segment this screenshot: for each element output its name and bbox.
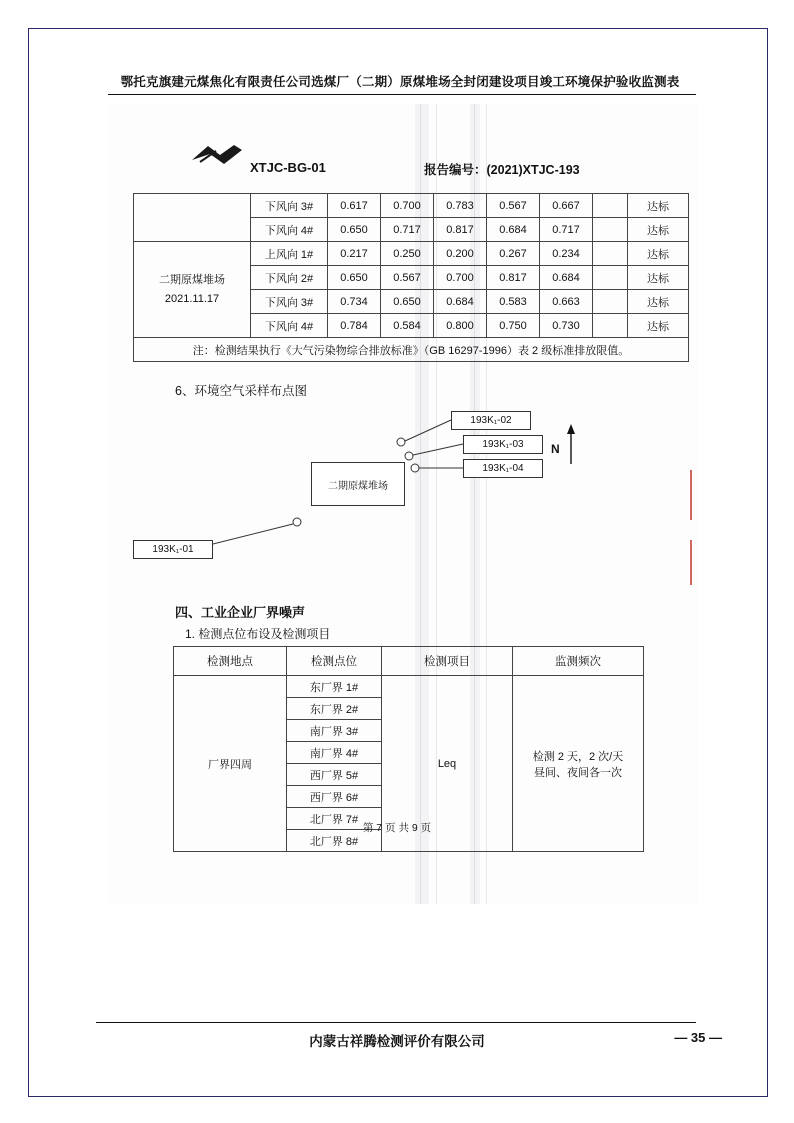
header-location: 检测地点	[174, 647, 287, 676]
cell-value: 0.684	[487, 218, 540, 242]
footer-company-name: 内蒙古祥腾检测评价有限公司	[309, 1034, 485, 1049]
document-code: XTJC-BG-01	[250, 160, 326, 175]
cell-result: 达标	[628, 266, 689, 290]
cell-result: 达标	[628, 290, 689, 314]
cell-value: 0.700	[434, 266, 487, 290]
section-6-title: 6、环境空气采样布点图	[175, 384, 307, 398]
sheet-pager: 第 7 页 共 9 页	[362, 822, 432, 834]
cell-value: 0.730	[540, 314, 593, 338]
cell-value: 0.617	[328, 194, 381, 218]
cell-value: 0.784	[328, 314, 381, 338]
footer-divider	[96, 1022, 696, 1023]
cell-spacer	[593, 242, 628, 266]
scan-artifact-red-mark	[690, 470, 692, 520]
cell-spacer	[593, 266, 628, 290]
cell-point: 东厂界 1#	[287, 676, 382, 698]
cell-value: 0.234	[540, 242, 593, 266]
cell-value: 0.817	[434, 218, 487, 242]
header-point: 检测点位	[287, 647, 382, 676]
section-4-title: 四、工业企业厂界噪声	[175, 605, 306, 620]
cell-value: 0.200	[434, 242, 487, 266]
frequency-line2: 昼间、夜间各一次	[534, 766, 622, 779]
cell-value: 0.650	[381, 290, 434, 314]
cell-value: 0.663	[540, 290, 593, 314]
table-row	[134, 194, 689, 218]
cell-site-name	[134, 242, 251, 338]
footer-page-number: — 35 —	[674, 1030, 722, 1045]
cell-value: 0.667	[540, 194, 593, 218]
page-title: 鄂托克旗建元煤焦化有限责任公司选煤厂（二期）原煤堆场全封闭建设项目竣工环境保护验收监测表	[120, 75, 680, 89]
table-row	[174, 676, 644, 698]
cell-empty-site	[134, 194, 251, 242]
cell-value: 0.684	[540, 266, 593, 290]
company-logo	[190, 142, 244, 168]
map-point-label-03: 193K₁-03	[463, 435, 543, 454]
cell-value: 0.567	[381, 266, 434, 290]
cell-value: 0.783	[434, 194, 487, 218]
cell-point: 西厂界 5#	[287, 764, 382, 786]
table-row-note	[134, 338, 689, 362]
cell-point: 南厂界 3#	[287, 720, 382, 742]
cell-result: 达标	[628, 314, 689, 338]
cell-point: 西厂界 6#	[287, 786, 382, 808]
cell-spacer	[593, 194, 628, 218]
cell-value: 0.817	[487, 266, 540, 290]
cell-value: 0.717	[381, 218, 434, 242]
sampling-point-map	[133, 400, 673, 580]
cell-point: 下风向 3#	[251, 290, 328, 314]
cell-result: 达标	[628, 242, 689, 266]
cell-value: 0.684	[434, 290, 487, 314]
cell-spacer	[593, 290, 628, 314]
header-item: 检测项目	[382, 647, 513, 676]
cell-location: 厂界四周	[174, 676, 287, 852]
cell-value: 0.750	[487, 314, 540, 338]
cell-value: 0.217	[328, 242, 381, 266]
cell-item: Leq	[382, 676, 513, 852]
table-note: 注：检测结果执行《大气污染物综合排放标准》（GB 16297-1996）表 2 级标准排放限值。	[134, 338, 689, 362]
cell-point: 东厂界 2#	[287, 698, 382, 720]
cell-point: 上风向 1#	[251, 242, 328, 266]
cell-result: 达标	[628, 218, 689, 242]
cell-value: 0.717	[540, 218, 593, 242]
map-point-label-04: 193K₁-04	[463, 459, 543, 478]
cell-value: 0.650	[328, 218, 381, 242]
cell-value: 0.267	[487, 242, 540, 266]
report-number: 报告编号：(2021)XTJC-193	[424, 163, 580, 177]
map-pile-label: 二期原煤堆场	[311, 462, 405, 506]
cell-point: 下风向 3#	[251, 194, 328, 218]
cell-spacer	[593, 218, 628, 242]
cell-value: 0.734	[328, 290, 381, 314]
cell-point: 南厂界 4#	[287, 742, 382, 764]
cell-point: 北厂界 8#	[287, 830, 382, 852]
table-row	[134, 242, 689, 266]
north-indicator: N	[551, 442, 560, 456]
cell-value: 0.567	[487, 194, 540, 218]
cell-value: 0.650	[328, 266, 381, 290]
cell-spacer	[593, 314, 628, 338]
site-label-line2: 2021.11.17	[164, 292, 220, 305]
map-point-label-01: 193K₁-01	[133, 540, 213, 559]
cell-value: 0.584	[381, 314, 434, 338]
header-frequency: 监测频次	[513, 647, 644, 676]
frequency-line1: 检测 2 天，2 次/天	[532, 750, 624, 763]
cell-value: 0.800	[434, 314, 487, 338]
header-divider	[108, 94, 696, 95]
cell-point: 下风向 4#	[251, 218, 328, 242]
cell-point: 北厂界 7#	[287, 808, 382, 830]
scan-artifact-red-mark	[690, 540, 692, 585]
table-header-row	[174, 647, 644, 676]
cell-point: 下风向 4#	[251, 314, 328, 338]
cell-point: 下风向 2#	[251, 266, 328, 290]
air-quality-results-table	[133, 193, 689, 362]
cell-value: 0.583	[487, 290, 540, 314]
section-4-subtitle: 1. 检测点位布设及检测项目	[185, 627, 331, 641]
cell-value: 0.700	[381, 194, 434, 218]
site-label-line1: 二期原煤堆场	[159, 273, 225, 286]
cell-value: 0.250	[381, 242, 434, 266]
map-point-label-02: 193K₁-02	[451, 411, 531, 430]
cell-result: 达标	[628, 194, 689, 218]
